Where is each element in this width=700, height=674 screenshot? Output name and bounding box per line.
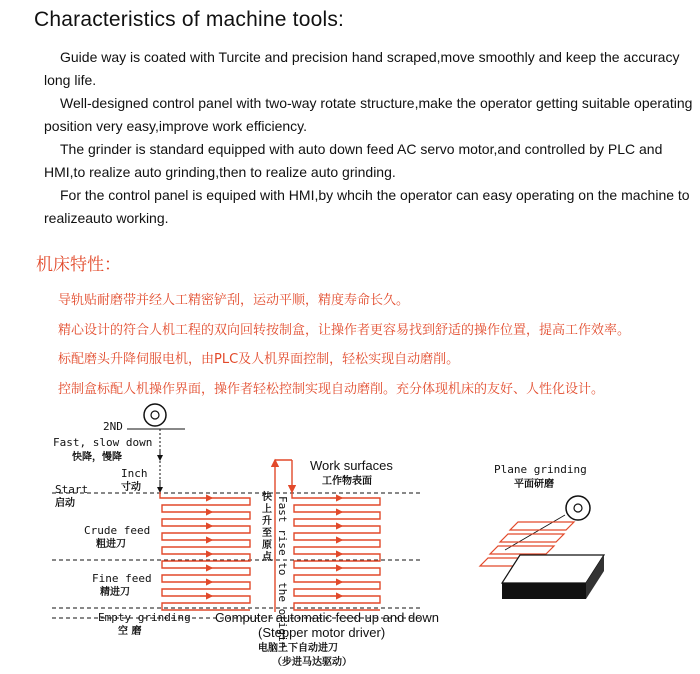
paragraph: The grinder is standard equipped with auto down feed AC servo motor,and controlled by PLC and HMI,to realize auto grinding,then to realize auto grinding. (44, 141, 663, 180)
svg-text:上: 上 (262, 504, 272, 515)
chinese-line: 精心设计的符合人机工程的双向回转按制盒，让操作者更容易找到舒适的操作位置，提高工作效率。 (58, 322, 631, 338)
svg-text:原: 原 (262, 540, 272, 551)
label-work-surfaces-cn: 工作物表面 (322, 476, 372, 487)
chinese-description (58, 286, 698, 404)
label-start: Start (55, 483, 89, 496)
label-computer-feed: Computer automatic feed up and down (215, 610, 440, 625)
label-empty-grinding: Empty grinding (98, 611, 191, 624)
svg-text:至: 至 (262, 528, 272, 539)
feed-path-left (160, 492, 250, 610)
paragraph: Guide way is coated with Turcite and precision hand scraped,move smoothly and keep the accuracy long life. (44, 49, 680, 88)
svg-text:快: 快 (262, 492, 272, 503)
label-stepper-driver-cn: （步进马达驱动） (272, 657, 352, 668)
workpiece-block (502, 555, 604, 599)
chinese-line: 标配磨头升降伺服电机，由PLC及人机界面控制，轻松实现自动磨削。 (58, 352, 460, 367)
label-empty-grinding-cn: 空 磨 (118, 626, 142, 637)
label-fine-feed-cn: 精进刀 (100, 587, 130, 598)
feed-path-right (292, 492, 380, 610)
label-2nd: 2ND (103, 420, 123, 433)
label-fast-slow-cn: 快降，慢降 (72, 452, 122, 463)
fast-rise-cn-label (261, 490, 273, 563)
label-fine-feed: Fine feed (92, 572, 152, 585)
svg-text:点: 点 (262, 552, 272, 563)
grinding-process-diagram (0, 400, 700, 674)
chinese-line: 导轨贴耐磨带并经人工精密铲刮，运动平顺，精度寿命长久。 (58, 293, 410, 308)
paragraph: For the control panel is equiped with HMI,by whcih the operator can easy operating on the machine to realizeauto working. (44, 187, 690, 226)
fast-rise-en-label: Fast rise to the origin (276, 496, 289, 649)
plane-grinding-wheel-icon (566, 496, 590, 520)
chinese-line: 控制盒标配人机操作界面，操作者轻松控制实现自动磨削。充分体现机床的友好、人性化设计。 (58, 381, 605, 397)
label-crude-feed: Crude feed (84, 524, 151, 537)
label-plane-grinding: Plane grinding (494, 463, 587, 476)
label-fast-slow: Fast, slow down (53, 436, 153, 449)
label-start-cn: 启动 (55, 498, 75, 509)
paragraph: Well-designed control panel with two-way rotate structure,make the operator getting suitable operating position very easy,improve work efficiency. (44, 95, 693, 134)
label-work-surfaces: Work surfaces (310, 458, 393, 473)
label-stepper-driver: (Stepper motor driver) (258, 625, 386, 640)
svg-text:升: 升 (262, 516, 272, 527)
label-computer-feed-cn: 电脑上下自动进刀 (258, 643, 338, 654)
english-description (44, 46, 694, 230)
pointer-line (505, 515, 565, 550)
label-inch: Inch (121, 467, 148, 480)
label-inch-cn: 寸动 (121, 482, 141, 493)
label-plane-grinding-cn: 平面研磨 (514, 479, 554, 490)
grinding-wheel-icon (144, 404, 166, 426)
chinese-title: 机床特性： (36, 255, 121, 275)
page-title: Characteristics of machine tools: (34, 8, 345, 31)
label-crude-feed-cn: 粗进刀 (96, 539, 126, 550)
